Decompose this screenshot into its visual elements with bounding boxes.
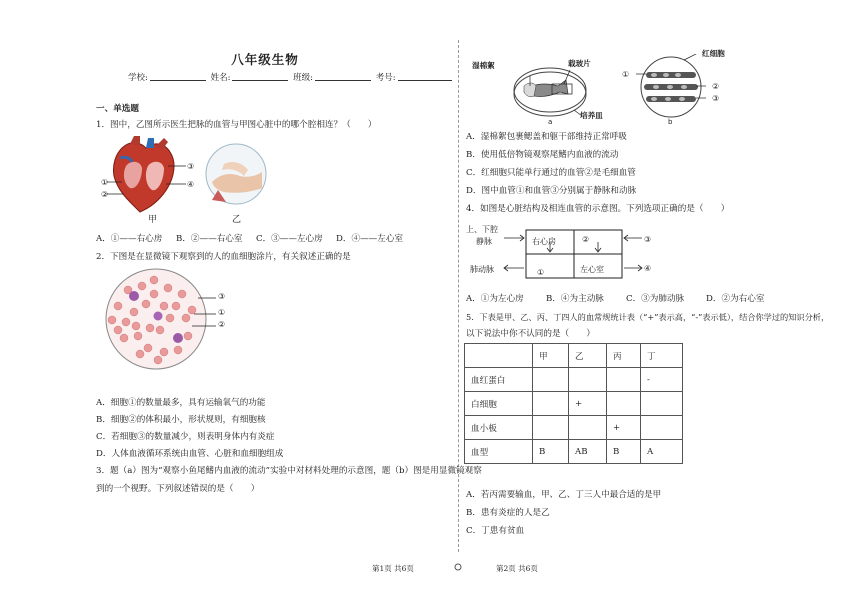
red-blood-cell-icon <box>184 332 192 340</box>
red-blood-cell-icon <box>160 302 168 310</box>
table-cell: - <box>641 368 683 392</box>
red-blood-cell-icon <box>132 322 140 330</box>
figure-jia-caption: 甲 <box>148 215 158 225</box>
table-cell <box>533 368 569 392</box>
vena-cava-label: 上、下腔 <box>466 225 498 234</box>
table-cell <box>641 392 683 416</box>
table-cell: 白细胞 <box>465 392 533 416</box>
pulmonary-artery-label: 肺动脉 <box>470 265 494 274</box>
red-blood-cell-icon <box>182 314 190 322</box>
red-blood-cell-icon <box>160 348 168 356</box>
school-field[interactable] <box>150 73 206 81</box>
q5-option-a[interactable]: A．若丙需要输血，甲、乙、丁三人中最合适的是甲 <box>466 490 662 500</box>
name-label: 姓名: <box>210 73 231 83</box>
q2-stem: 2．下图是在显微镜下观察到的人的血细胞涂片，有关叙述正确的是 <box>96 252 351 262</box>
blood-smear-figure <box>98 266 248 372</box>
name-field[interactable] <box>232 73 288 81</box>
exam-no-field[interactable] <box>398 73 452 81</box>
exam-no-label: 考号: <box>375 73 396 83</box>
table-cell <box>607 392 641 416</box>
table-cell: 血红蛋白 <box>465 368 533 392</box>
figure-b-caption: b <box>668 118 673 126</box>
table-cell: 甲 <box>533 344 569 368</box>
table-cell: 血小板 <box>465 416 533 440</box>
class-label: 班级: <box>293 73 314 83</box>
q5-option-b[interactable]: B．患有炎症的人是乙 <box>466 508 550 518</box>
center-mark-icon <box>454 563 462 571</box>
q4-option-d[interactable]: D．②为右心室 <box>706 294 765 304</box>
red-blood-cell-icon <box>120 334 128 342</box>
q2-option-c[interactable]: C．若细胞③的数量减少，则表明身体内有炎症 <box>96 432 275 442</box>
table-cell <box>569 416 607 440</box>
q4-stem: 4．如图是心脏结构及相连血管的示意图。下列选项正确的是（ ） <box>466 204 730 214</box>
table-cell <box>607 368 641 392</box>
figure-yi-caption: 乙 <box>232 215 242 225</box>
q1-option-a[interactable]: A．①——右心房 <box>96 234 163 244</box>
capillary-label-1: ① <box>622 70 630 79</box>
red-blood-cell-icon <box>166 314 174 322</box>
q3-option-b[interactable]: B．使用低倍物镜观察尾鳍内血液的流动 <box>466 150 619 160</box>
right-atrium-label: 右心房 <box>532 237 556 246</box>
table-cell: 乙 <box>569 344 607 368</box>
q5-option-c[interactable]: C．丁患有贫血 <box>466 526 525 536</box>
red-blood-cell-icon <box>150 276 158 284</box>
table-cell: A <box>641 440 683 464</box>
q3-stem-line1: 3．题（a）图为“观察小鱼尾鳍内血液的流动”实验中对材料处理的示意图，题（b）图是用显微镜观察 <box>96 466 482 476</box>
q5-stem-line2: 以下说法中你不认同的是（ ） <box>466 329 595 339</box>
slide-label: 载玻片 <box>568 59 591 68</box>
red-blood-cell-icon <box>114 302 122 310</box>
table-cell: AB <box>569 440 607 464</box>
q4-option-a[interactable]: A．①为左心房 <box>466 294 524 304</box>
student-info-line <box>128 71 454 83</box>
q2-option-a[interactable]: A．细胞①的数量最多，具有运输氧气的功能 <box>96 398 266 408</box>
red-blood-cell-icon <box>130 308 138 316</box>
table-cell: B <box>607 440 641 464</box>
smear-label-2: ② <box>218 320 226 329</box>
table-header-row <box>465 344 683 368</box>
red-blood-cell-icon <box>174 346 182 354</box>
heart-label-3: ③ <box>187 162 195 171</box>
footer-page-right: 第2页 共6页 <box>496 564 538 573</box>
red-blood-cell-icon <box>150 290 158 298</box>
red-blood-cell-icon <box>154 356 162 364</box>
q1-option-d[interactable]: D．④——左心室 <box>336 234 404 244</box>
pulse-figure <box>204 142 268 206</box>
q3-option-c[interactable]: C．红细胞只能单行通过的血管②是毛细血管 <box>466 168 636 178</box>
red-blood-cell-icon <box>114 326 122 334</box>
q4-option-b[interactable]: B．④为主动脉 <box>546 294 604 304</box>
table-cell <box>641 416 683 440</box>
red-blood-cell-icon <box>164 284 172 292</box>
wet-cotton-label: 湿棉絮 <box>472 61 495 70</box>
q1-stem: 1．图中，乙图所示医生把脉的血管与甲图心脏中的哪个腔相连？（ ） <box>96 120 377 130</box>
q3-option-a[interactable]: A．湿棉絮包裹鳃盖和躯干部维持正常呼吸 <box>466 132 627 142</box>
heart-figure <box>100 136 200 218</box>
red-blood-cell-icon <box>172 302 180 310</box>
heart-label-1: ① <box>101 178 109 187</box>
vessel-label-4: ④ <box>644 264 652 273</box>
table-cell: + <box>569 392 607 416</box>
heart-label-2: ② <box>101 190 109 199</box>
vena-cava-label-2: 静脉 <box>476 237 492 246</box>
q4-option-c[interactable]: C．③为肺动脉 <box>626 294 685 304</box>
heart-label-4: ④ <box>187 180 195 189</box>
q3-stem-line2: 到的一个视野。下列叙述错误的是（ ） <box>96 484 260 494</box>
red-blood-cell-icon <box>138 282 146 290</box>
red-blood-cell-icon <box>178 290 186 298</box>
capillary-label-2: ② <box>712 82 720 91</box>
dish-label: 培养皿 <box>580 111 603 120</box>
left-ventricle-label: 左心室 <box>580 265 604 274</box>
table-cell <box>465 344 533 368</box>
q2-option-d[interactable]: D．人体血液循环系统由血管、心脏和血细胞组成 <box>96 449 284 459</box>
table-row <box>465 440 683 464</box>
chamber-label-2: ② <box>582 235 590 244</box>
footer-page-left: 第1页 共6页 <box>372 564 414 573</box>
table-cell: + <box>607 416 641 440</box>
school-label: 学校: <box>128 73 148 83</box>
chamber-label-1: ① <box>537 268 545 277</box>
table-cell: 血型 <box>465 440 533 464</box>
vessel-label-3: ③ <box>644 235 652 244</box>
red-blood-cell-icon <box>156 326 164 334</box>
red-blood-cell-icon <box>146 324 154 332</box>
red-blood-cell-icon <box>188 306 196 314</box>
section-heading: 一、单选题 <box>96 104 139 114</box>
capillary-figure <box>636 54 706 120</box>
table-row <box>465 416 683 440</box>
blood-test-table <box>464 343 683 464</box>
red-blood-cell-icon <box>142 300 150 308</box>
red-blood-cell-icon <box>122 318 130 326</box>
red-blood-cell-icon <box>108 316 116 324</box>
q2-option-b[interactable]: B．细胞②的体积最小，形状规则，有细胞核 <box>96 415 266 425</box>
figure-a-caption: a <box>548 118 553 126</box>
q3-option-d[interactable]: D．图中血管①和血管③分别属于静脉和动脉 <box>466 186 637 196</box>
table-cell <box>569 368 607 392</box>
page-title: 八年级生物 <box>231 52 299 67</box>
q5-stem-line1: 5．下表是甲、乙、丙、丁四人的血常规统计表（“+”表示高，“-”表示低），结合你学过的知识分析， <box>466 312 830 322</box>
table-row <box>465 368 683 392</box>
rbc-label: 红细胞 <box>702 49 725 58</box>
table-cell <box>533 416 569 440</box>
red-blood-cell-icon <box>134 332 142 340</box>
q1-option-c[interactable]: C．③——左心房 <box>256 234 323 244</box>
capillary-label-3: ③ <box>712 94 720 103</box>
red-blood-cell-icon <box>136 350 144 358</box>
table-cell: B <box>533 440 569 464</box>
table-cell: 丁 <box>641 344 683 368</box>
table-cell <box>533 392 569 416</box>
table-row <box>465 392 683 416</box>
smear-label-3: ③ <box>218 292 226 301</box>
table-cell: 丙 <box>607 344 641 368</box>
red-blood-cell-icon <box>144 344 152 352</box>
q1-option-b[interactable]: B．②——右心室 <box>176 234 243 244</box>
smear-label-1: ① <box>218 308 226 317</box>
class-field[interactable] <box>315 73 371 81</box>
